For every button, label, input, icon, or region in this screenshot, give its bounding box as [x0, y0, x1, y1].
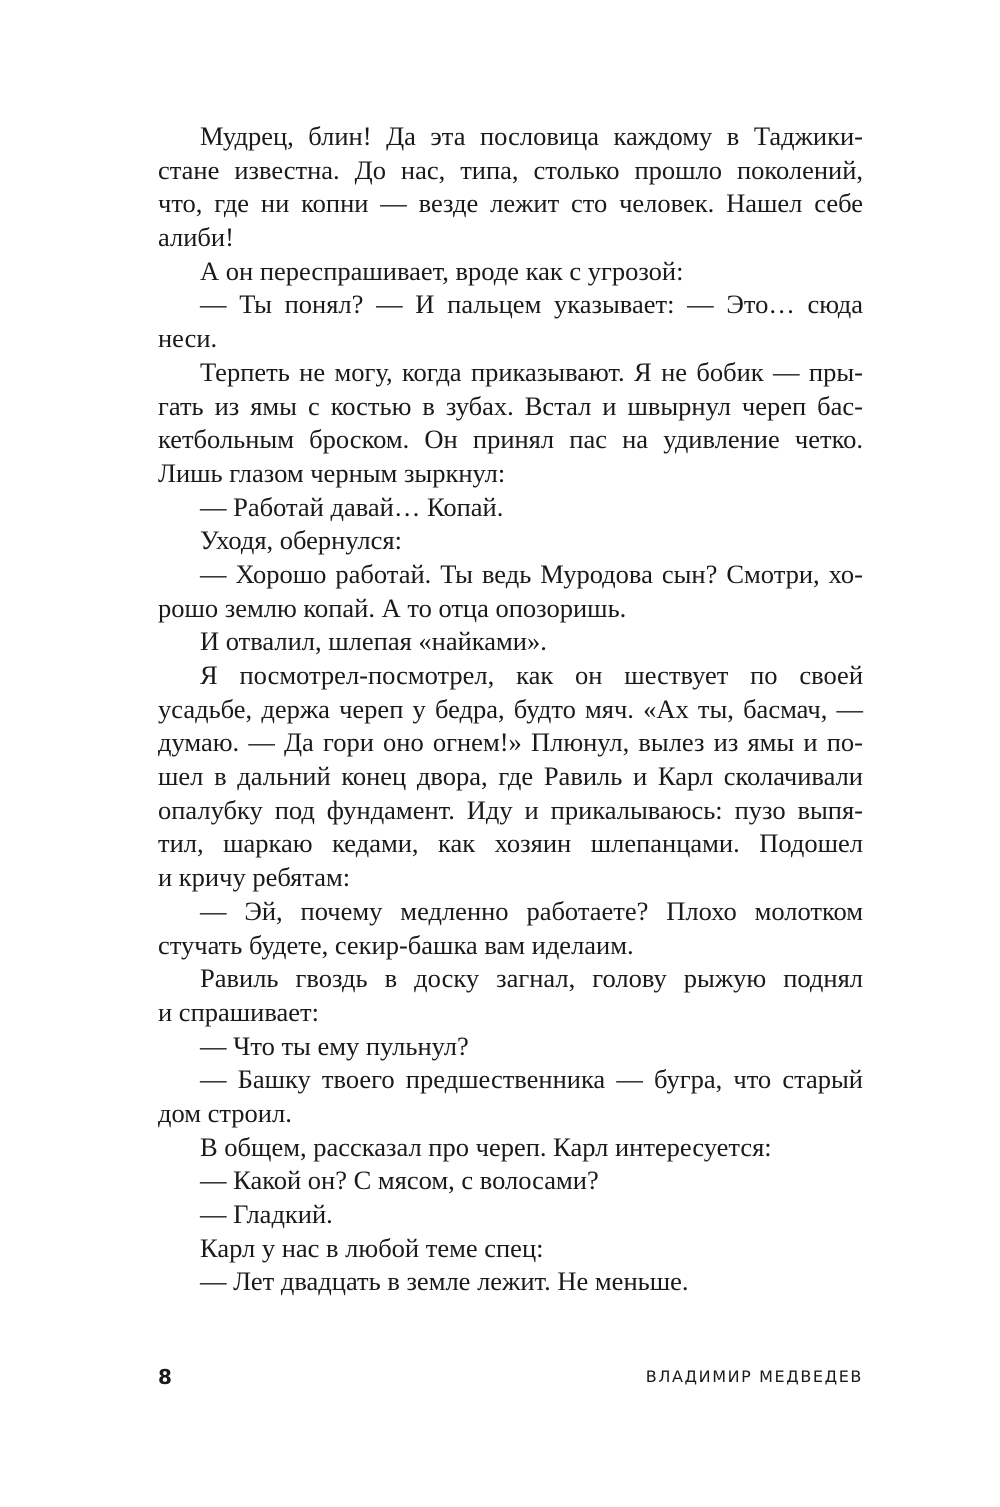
page-number: 8: [158, 1365, 172, 1389]
text-line: Карл у нас в любой теме спец:: [200, 1232, 544, 1263]
text-line: — Лет двадцать в земле лежит. Не меньше.: [200, 1266, 689, 1297]
text-line: думаю. — Да гори оно огнем!» Плюнул, вылез из ямы и по-: [158, 727, 863, 758]
text-line: опалубку под фундамент. Иду и прикалываюсь: пузо выпя-: [158, 794, 863, 825]
text-line: В общем, рассказал про череп. Карл интересуется:: [200, 1131, 772, 1162]
text-line: — Гладкий.: [200, 1199, 333, 1229]
text-line: — Ты понял? — И пальцем указывает: — Это… сюда: [200, 289, 863, 320]
text-line: кетбольным броском. Он принял пас на удивление четко.: [158, 424, 863, 455]
text-line: Уходя, обернулся:: [200, 525, 402, 556]
text-line: что, где ни копни — везде лежит сто человек. Нашел себе: [158, 188, 863, 219]
text-line: Лишь глазом черным зыркнул:: [158, 457, 506, 488]
text-line: — Что ты ему пульнул?: [200, 1030, 469, 1061]
text-line: тил, шаркаю кедами, как хозяин шлепанцами. Подошел: [158, 828, 863, 859]
text-line: Равиль гвоздь в доску загнал, голову рыжую поднял: [200, 963, 863, 994]
text-line: Я посмотрел-посмотрел, как он шествует по своей: [200, 660, 863, 690]
text-line: алиби!: [158, 222, 234, 253]
text-line: — Эй, почему медленно работаете? Плохо молотком: [200, 895, 863, 926]
text-line: — Хорошо работай. Ты ведь Муродова сын? Смотри, хо-: [200, 558, 863, 589]
text-line: — Работай давай… Копай.: [200, 491, 504, 522]
text-line: гать из ямы с костью в зубах. Встал и швырнул череп бас-: [158, 390, 863, 421]
text-line: А он переспрашивает, вроде как с угрозой:: [200, 255, 684, 286]
running-head-author: ВЛАДИМИР МЕДВЕДЕВ: [645, 1367, 863, 1386]
text-line: Терпеть не могу, когда приказывают. Я не бобик — пры-: [200, 356, 863, 387]
text-line: стане известна. До нас, типа, столько прошло поколений,: [158, 154, 863, 185]
text-line: неси.: [158, 323, 218, 354]
text-line: дом строил.: [158, 1097, 292, 1128]
text-line: — Башку твоего предшественника — бугра, что старый: [200, 1064, 863, 1095]
text-line: усадьбе, держа череп у бедра, будто мяч. «Ах ты, басмач, —: [158, 693, 863, 724]
text-line: и кричу ребятам:: [158, 862, 351, 893]
text-line: — Какой он? С мясом, с волосами?: [200, 1165, 599, 1196]
page-body-text: [158, 120, 863, 1299]
text-line: и спрашивает:: [158, 996, 319, 1027]
text-line: И отвалил, шлепая «найками».: [200, 626, 547, 657]
text-line: шел в дальний конец двора, где Равиль и Карл сколачивали: [158, 761, 863, 792]
text-line: Мудрец, блин! Да эта пословица каждому в Таджики-: [200, 121, 863, 151]
text-line: рошо землю копай. А то отца опозоришь.: [158, 592, 627, 623]
page-footer: [158, 1365, 863, 1395]
text-line: стучать будете, секир-башка вам иделаим.: [158, 929, 634, 960]
